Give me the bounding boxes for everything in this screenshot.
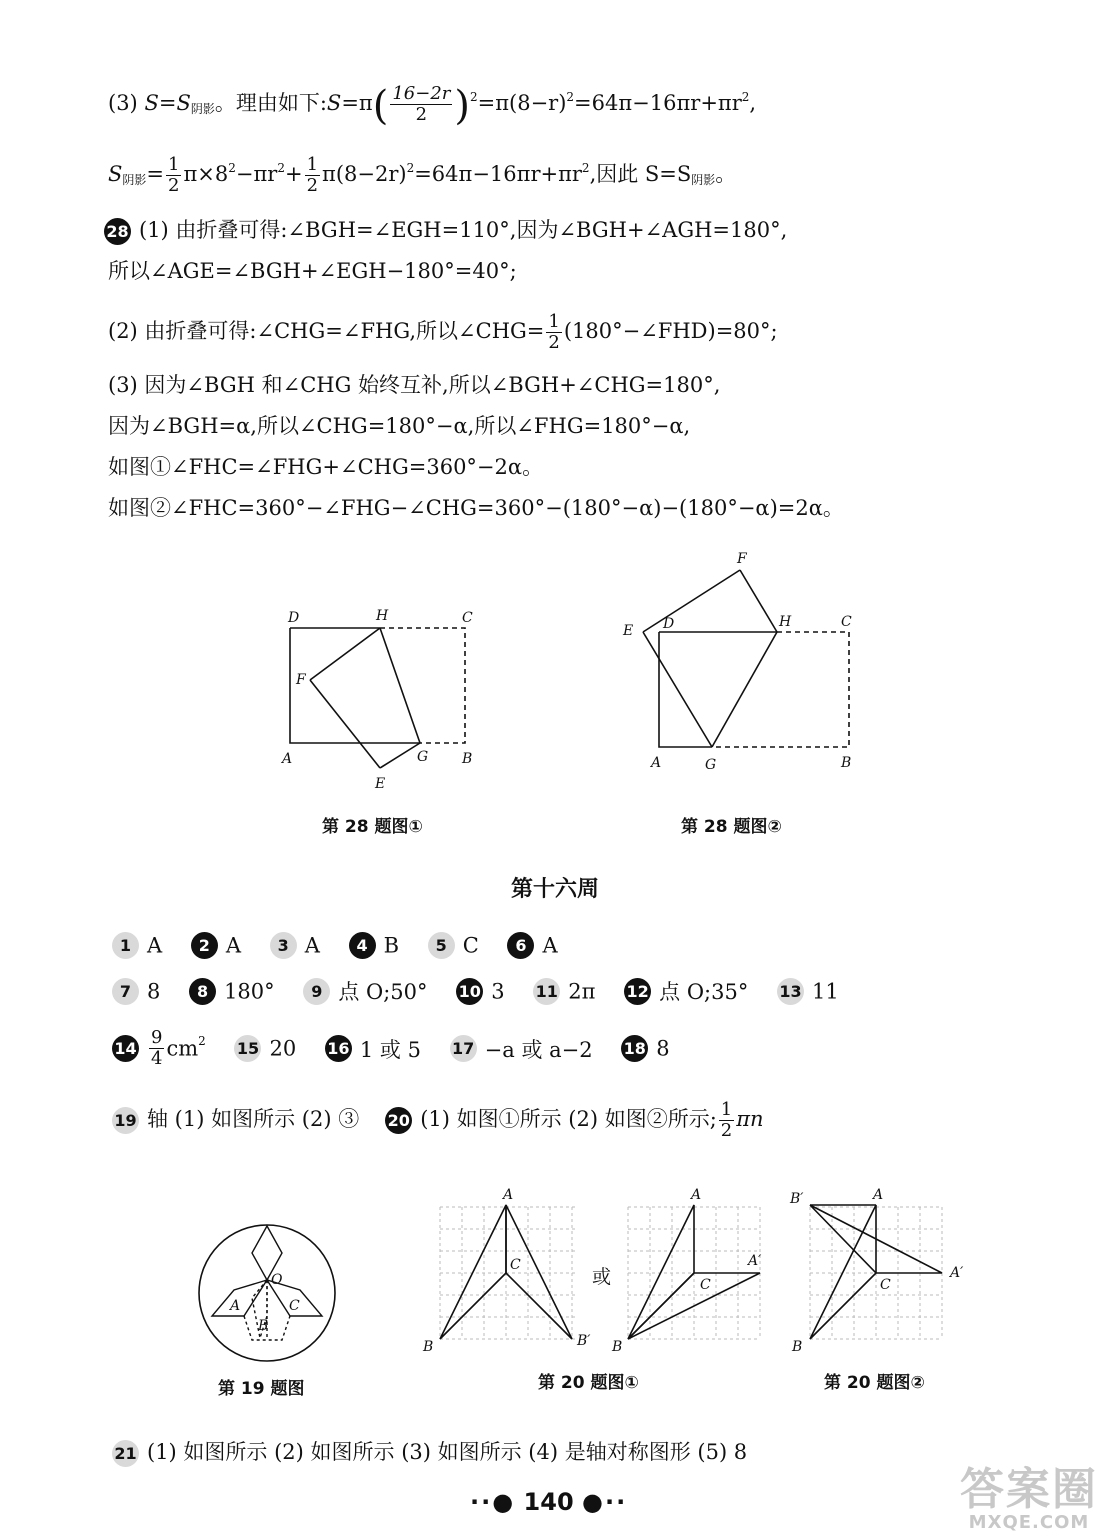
frac-num: 16−2r — [392, 83, 451, 104]
part-label: (3) — [108, 91, 138, 115]
eq-sign: = — [158, 91, 177, 115]
q28-line5 — [108, 411, 690, 441]
fraction-9-4 — [149, 1028, 164, 1069]
q28-text2: 所以∠AGE=∠BGH+∠EGH−180°=40°; — [108, 259, 517, 283]
label-b: B — [792, 1339, 803, 1355]
label-b-prime: B′ — [577, 1333, 591, 1349]
eq-sign: = — [146, 162, 165, 186]
label-a: A — [503, 1187, 514, 1203]
page-number-footer — [470, 1488, 627, 1516]
subscript-shadow: 阴影 — [190, 102, 215, 116]
number-badge: 6 — [507, 932, 534, 959]
label-f: F — [296, 672, 306, 688]
watermark-url: MXQE.COM — [968, 1512, 1090, 1533]
answer-3 — [270, 932, 320, 959]
part6: ,因此 S=S — [589, 162, 692, 186]
watermark-text: 答案圈 — [960, 1464, 1098, 1515]
number-badge: 2 — [191, 932, 218, 959]
answer-value: B — [383, 933, 400, 958]
label-g: G — [417, 749, 429, 765]
frac-den: 2 — [415, 104, 428, 125]
label-c: C — [289, 1298, 300, 1314]
answer-value: A — [304, 933, 320, 958]
number-badge: 18 — [621, 1035, 648, 1062]
number-badge: 13 — [777, 978, 804, 1005]
answer-8 — [189, 978, 275, 1005]
paren-close: ) — [454, 83, 470, 129]
answer-value: 20 — [269, 1036, 297, 1061]
q28-text5: 因为∠BGH=α,所以∠CHG=180°−α,所以∠FHG=180°−α, — [108, 414, 691, 438]
left-dots: ··● — [470, 1488, 516, 1516]
number-badge: 12 — [624, 978, 651, 1005]
label-h: H — [779, 614, 792, 630]
question-number-badge: 28 — [104, 218, 131, 245]
label-c: C — [700, 1277, 711, 1293]
unit: cm — [166, 1036, 199, 1061]
number-badge: 7 — [112, 978, 139, 1005]
answer-6 — [507, 932, 557, 959]
answer-11 — [533, 978, 595, 1005]
label-c: C — [841, 614, 852, 630]
part2: −πr — [235, 162, 278, 186]
label-b: B — [423, 1339, 434, 1355]
exp: 2 — [198, 1034, 206, 1048]
q28-line2 — [108, 256, 517, 286]
number-badge: 5 — [428, 932, 455, 959]
q28-line1 — [104, 215, 787, 245]
answer-1 — [112, 932, 162, 959]
figure-19 — [192, 1218, 342, 1368]
answer-value: 1 或 5 — [359, 1037, 421, 1062]
answers-row2 — [112, 976, 861, 1006]
figure-28-1-caption: 第 28 题图① — [322, 817, 423, 837]
paren-open: ( — [372, 83, 389, 129]
answer-value: −a 或 a−2 — [484, 1037, 593, 1062]
right-dots: ●·· — [582, 1488, 628, 1516]
answer-16 — [325, 1034, 421, 1064]
section-title: 第十六周 — [510, 877, 599, 902]
part5: =64π−16πr+πr — [414, 162, 582, 186]
subscript-shadow: 阴影 — [122, 173, 147, 187]
label-h: H — [376, 608, 389, 624]
label-d: D — [288, 610, 300, 626]
answer-5 — [428, 932, 479, 959]
label-c: C — [880, 1277, 891, 1293]
sol27-part3-line2 — [108, 153, 736, 196]
watermark-logo — [960, 1464, 1098, 1533]
label-c: C — [510, 1257, 521, 1273]
or-text: 或 — [592, 1266, 612, 1288]
answer-value: A — [147, 933, 163, 958]
answer-value: 点 O;50° — [338, 980, 428, 1004]
answer-10 — [456, 978, 504, 1005]
exp2: 2 — [566, 90, 575, 104]
answer-7 — [112, 978, 160, 1005]
answer-value: C — [462, 933, 479, 958]
pi-eq: =π — [341, 91, 373, 115]
number-badge-19: 19 — [112, 1107, 139, 1134]
label-b: B — [258, 1318, 269, 1334]
number-badge-20: 20 — [385, 1107, 412, 1134]
tail2: =64π−16πr+πr — [574, 91, 742, 115]
frac-den: 2 — [168, 175, 180, 196]
figure-20-2 — [786, 1185, 976, 1360]
figure-20-1-caption: 第 20 题图① — [538, 1373, 639, 1393]
q28-text3b: (180°−∠FHD)=80°; — [563, 319, 778, 343]
tail3: , — [749, 91, 757, 115]
label-a-prime: A′ — [748, 1253, 762, 1269]
q28-text7: 如图②∠FHC=360°−∠FHG−∠CHG=360°−(180°−α)−(180°−α)=2α。 — [108, 496, 844, 520]
q28-line4 — [108, 370, 720, 400]
exp: 2 — [581, 161, 590, 175]
label-e: E — [623, 623, 634, 639]
number-badge: 8 — [189, 978, 216, 1005]
frac-den: 2 — [548, 332, 560, 353]
var-s: S — [108, 162, 123, 186]
answer-19: 轴 (1) 如图所示 (2) ③ — [147, 1107, 360, 1131]
label-c: C — [462, 610, 473, 626]
answer-2 — [191, 932, 241, 959]
figure-28-1 — [270, 598, 490, 798]
label-a: A — [230, 1298, 241, 1314]
label-a: A — [691, 1187, 702, 1203]
q28-text3a: (2) 由折叠可得:∠CHG=∠FHG,所以∠CHG= — [108, 319, 545, 343]
tail1: =π(8−r) — [477, 91, 567, 115]
answer-20-tail: πn — [736, 1107, 764, 1131]
part4: π(8−2r) — [322, 162, 407, 186]
answer-9 — [303, 976, 427, 1006]
q28-line3 — [108, 312, 778, 353]
answer-17 — [450, 1034, 593, 1064]
label-a: A — [873, 1187, 884, 1203]
fraction-16-2r — [390, 84, 452, 125]
frac-den: 2 — [306, 175, 319, 196]
exp: 2 — [469, 90, 478, 104]
number-badge-21: 21 — [112, 1440, 139, 1467]
q28-text1: (1) 由折叠可得:∠BGH=∠EGH=110°,因为∠BGH+∠AGH=180°, — [139, 218, 788, 242]
figure-28-2-caption: 第 28 题图② — [681, 817, 782, 837]
figure-20-1a — [420, 1185, 600, 1360]
label-e: E — [375, 776, 386, 792]
q28-line6 — [108, 452, 543, 482]
answer-20: (1) 如图①所示 (2) 如图②所示; — [420, 1107, 717, 1131]
frac-num: 1 — [548, 311, 560, 332]
label-b: B — [462, 751, 473, 767]
label-b: B — [841, 755, 852, 771]
number-badge: 1 — [112, 932, 139, 959]
frac-num: 1 — [168, 154, 180, 175]
figure-20-2-caption: 第 20 题图② — [824, 1373, 925, 1393]
answer-value: A — [542, 933, 558, 958]
answer-14 — [112, 1028, 206, 1069]
label-a-prime: A′ — [950, 1265, 964, 1281]
exp: 2 — [228, 161, 236, 175]
end: 。 — [715, 162, 737, 186]
answer-value: 180° — [224, 979, 275, 1003]
answers-row3 — [112, 1028, 692, 1069]
frac-num: 1 — [720, 1099, 733, 1120]
label-a: A — [282, 751, 293, 767]
fraction-half — [719, 1100, 734, 1141]
answer-value: 8 — [656, 1036, 670, 1061]
figure-28-2 — [615, 545, 865, 780]
frac-den: 4 — [151, 1048, 163, 1069]
number-badge: 17 — [450, 1035, 477, 1062]
label-f: F — [737, 551, 747, 567]
number-badge: 10 — [456, 978, 483, 1005]
answers-row21 — [112, 1436, 747, 1467]
number-badge: 9 — [303, 978, 330, 1005]
number-badge: 16 — [325, 1035, 352, 1062]
answer-value: A — [225, 933, 242, 958]
frac-num: 1 — [306, 154, 319, 175]
fraction-half — [546, 312, 561, 353]
answer-4 — [349, 932, 399, 959]
label-b: B — [612, 1339, 623, 1355]
label-g: G — [705, 757, 717, 773]
reason-text: 。理由如下: — [214, 91, 327, 115]
part1: π×8 — [183, 162, 229, 186]
answer-value: 11 — [812, 979, 839, 1003]
var-s: S — [144, 91, 159, 115]
frac-den: 2 — [720, 1120, 733, 1141]
answer-13 — [777, 978, 839, 1005]
answer-18 — [621, 1035, 669, 1062]
var-s2: S — [176, 91, 191, 115]
exp: 2 — [277, 161, 285, 175]
fraction-half-2 — [305, 155, 320, 196]
figure-19-caption: 第 19 题图 — [218, 1379, 305, 1399]
q28-text4: (3) 因为∠BGH 和∠CHG 始终互补,所以∠BGH+∠CHG=180°, — [108, 373, 721, 397]
number-badge: 4 — [349, 932, 376, 959]
fraction-half — [166, 155, 181, 196]
answers-row1 — [112, 932, 580, 959]
answer-value: 3 — [491, 979, 505, 1003]
answer-21: (1) 如图所示 (2) 如图所示 (3) 如图所示 (4) 是轴对称图形 (5) 8 — [147, 1440, 748, 1464]
answer-value: 点 O;35° — [659, 980, 749, 1004]
q28-text6: 如图①∠FHC=∠FHG+∠CHG=360°−2α。 — [108, 455, 544, 479]
exp3: 2 — [741, 90, 750, 104]
subscript-shadow2: 阴影 — [691, 173, 716, 187]
answer-value: 2π — [568, 979, 596, 1003]
answers-row4 — [112, 1100, 764, 1141]
number-badge: 3 — [270, 932, 297, 959]
number-badge: 15 — [234, 1035, 261, 1062]
figure-20-1b — [608, 1185, 783, 1360]
label-d: D — [663, 616, 675, 632]
page-number: 140 — [523, 1488, 574, 1516]
label-o: O — [271, 1272, 283, 1288]
exp: 2 — [406, 161, 415, 175]
answer-15 — [234, 1035, 296, 1062]
label-a: A — [651, 755, 662, 771]
answer-value: 8 — [147, 979, 161, 1003]
sol27-part3-line1 — [108, 82, 757, 129]
label-b-prime: B′ — [790, 1191, 804, 1207]
part3: + — [284, 162, 303, 186]
answer-12 — [624, 976, 748, 1006]
frac-num: 9 — [151, 1027, 163, 1048]
number-badge: 14 — [112, 1035, 139, 1062]
number-badge: 11 — [533, 978, 560, 1005]
var-s3: S — [326, 91, 342, 115]
q28-line7 — [108, 493, 844, 523]
